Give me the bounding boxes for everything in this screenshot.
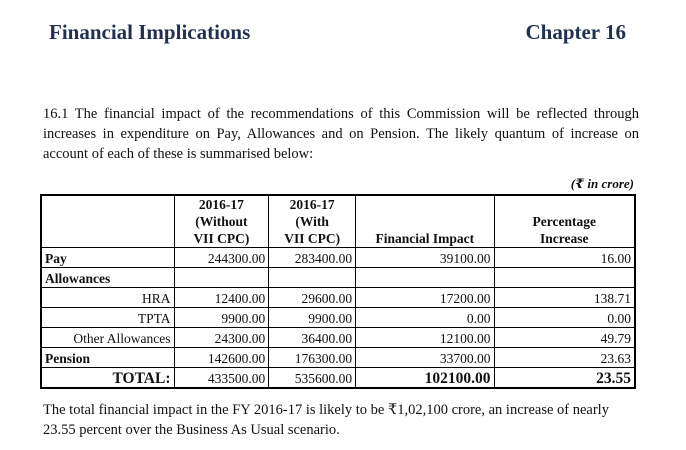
header-with-cpc [269, 196, 356, 248]
header-line: VII CPC) [193, 231, 250, 246]
table-row-other-allowances [42, 328, 635, 348]
cell-empty [356, 268, 494, 288]
cell-with: 29600.00 [269, 288, 356, 308]
cell-pct: 49.79 [494, 328, 634, 348]
page-title: Financial Implications [49, 20, 251, 44]
table-row-tpta [42, 308, 635, 328]
row-label: Allowances [42, 268, 175, 288]
row-label: Pension [42, 348, 175, 368]
header-line: 2016-17 [289, 197, 335, 212]
cell-pct: 138.71 [494, 288, 634, 308]
row-label: Other Allowances [42, 328, 175, 348]
cell-impact: 12100.00 [356, 328, 494, 348]
cell-impact: 102100.00 [356, 368, 494, 388]
intro-paragraph: 16.1 The financial impact of the recommendations of this Commission will be reflected through increases in expenditure on Pay, Allowances and on Pension. The likely quantum of increase on account of each of these is summarised below: [43, 106, 639, 162]
table-row-pay [42, 248, 635, 268]
cell-empty [174, 268, 269, 288]
cell-pct: 23.55 [494, 368, 634, 388]
cell-with: 36400.00 [269, 328, 356, 348]
cell-with: 176300.00 [269, 348, 356, 368]
cell-pct: 16.00 [494, 248, 634, 268]
table-row-pension [42, 348, 635, 368]
cell-without: 433500.00 [174, 368, 269, 388]
chapter-label: Chapter 16 [525, 20, 626, 44]
table-row-total [42, 368, 635, 388]
cell-empty [494, 268, 634, 288]
cell-impact: 17200.00 [356, 288, 494, 308]
cell-impact: 0.00 [356, 308, 494, 328]
cell-with: 9900.00 [269, 308, 356, 328]
cell-with: 283400.00 [269, 248, 356, 268]
cell-impact: 39100.00 [356, 248, 494, 268]
cell-without: 12400.00 [174, 288, 269, 308]
table-row-hra [42, 288, 635, 308]
cell-without: 142600.00 [174, 348, 269, 368]
financial-impact-table [41, 195, 635, 388]
header-line: Percentage [532, 214, 596, 229]
header-financial-impact [356, 196, 494, 248]
header-line: VII CPC) [284, 231, 341, 246]
row-label: HRA [42, 288, 175, 308]
header-percentage-increase [494, 196, 634, 248]
header-blank-cell [42, 196, 175, 248]
header-line: (With [295, 214, 329, 229]
table-header-row [42, 196, 635, 248]
cell-without: 24300.00 [174, 328, 269, 348]
conclusion-paragraph: The total financial impact in the FY 2016-17 is likely to be ₹1,02,100 crore, an increase of nearly 23.55 percent over the Business As Usual scenario. [43, 402, 609, 438]
cell-without: 9900.00 [174, 308, 269, 328]
cell-with: 535600.00 [269, 368, 356, 388]
header-line: Increase [540, 231, 589, 246]
row-label: TOTAL: [42, 368, 175, 388]
cell-pct: 0.00 [494, 308, 634, 328]
row-label: Pay [42, 248, 175, 268]
table-row-allowances [42, 268, 635, 288]
cell-without: 244300.00 [174, 248, 269, 268]
header-line: (Without [195, 214, 248, 229]
cell-impact: 33700.00 [356, 348, 494, 368]
header-line: 2016-17 [198, 197, 244, 212]
cell-pct: 23.63 [494, 348, 634, 368]
header-without-cpc [174, 196, 269, 248]
row-label: TPTA [42, 308, 175, 328]
header-line: Financial Impact [375, 231, 475, 246]
cell-empty [269, 268, 356, 288]
unit-note: (₹ in crore) [570, 176, 634, 191]
